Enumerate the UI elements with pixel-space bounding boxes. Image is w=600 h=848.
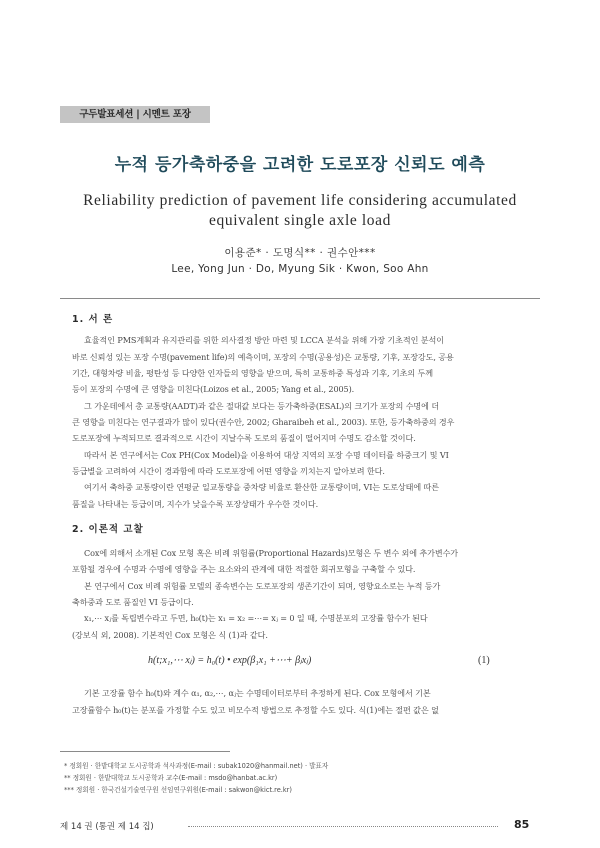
session-tag: 구두발표세션 | 시멘트 포장 <box>60 106 210 123</box>
section-2-heading: 2. 이론적 고찰 <box>72 524 144 535</box>
section-2-after-line: 기본 고장률 함수 h₀(t)와 계수 α₁, α₂,⋯, αⱼ는 수명데이터로부터 추정하게 된다. Cox 모형에서 기본 <box>84 688 431 698</box>
section-1-line: 기간, 대형차량 비율, 평탄성 등 다양한 인자들의 영향을 받으며, 특히 교통하중 특성과 기후, 기초의 두께 <box>72 368 433 378</box>
footnote: ** 정회원 · 한밭대학교 도시공학과 교수(E-mail : msdo@hanbat.ac.kr) <box>64 774 278 782</box>
equation-number: (1) <box>478 655 490 666</box>
section-1-line: 효율적인 PMS계획과 유지관리를 위한 의사결정 방안 마련 및 LCCA 분석을 위해 가장 기초적인 분석이 <box>84 335 444 345</box>
section-1-line: 그 가운데에서 총 교통량(AADT)과 같은 절대값 보다는 등가축하중(ESAL)의 크기가 포장의 수명에 더 <box>84 401 440 411</box>
section-1-heading: 1. 서 론 <box>72 314 114 325</box>
section-2-line: 본 연구에서 Cox 비례 위험률 모델의 종속변수는 도로포장의 생존기간이 되며, 영향요소로는 누적 등가 <box>84 581 441 591</box>
korean-title: 누적 등가축하중을 고려한 도로포장 신뢰도 예측 <box>114 155 486 175</box>
header-divider <box>60 298 540 299</box>
footnote: *** 정회원 · 한국건설기술연구원 선임연구위원(E-mail : sakwon@kict.re.kr) <box>64 786 292 794</box>
authors-korean: 이용준* · 도명식** · 권수안*** <box>224 247 376 259</box>
english-title-line-1: Reliability prediction of pavement life considering accumulated <box>83 192 517 209</box>
english-title-line-2: equivalent single axle load <box>209 212 391 229</box>
section-1-line: 품질을 나타내는 등급이며, 지수가 낮을수록 포장상태가 우수한 것이다. <box>72 499 319 509</box>
authors-english: Lee, Yong Jun · Do, Myung Sik · Kwon, Soo Ahn <box>171 263 429 275</box>
footer-dotted-leader <box>188 826 498 827</box>
section-2-line: (강보식 외, 2008). 기본적인 Cox 모형은 식 (1)과 같다. <box>72 630 268 640</box>
section-1-line: 여기서 축하중 교통량이란 연평균 일교통량을 중차량 비율로 환산한 교통량이며, VI는 도로상태에 따른 <box>84 482 439 492</box>
section-2-after-line: 고장률함수 h₀(t)는 분포를 가정할 수도 있고 비모수적 방법으로 추정할 수도 있다. 식(1)에는 절편 값은 없 <box>72 705 439 715</box>
section-1-line: 등급별을 고려하여 시간이 경과함에 따라 도로포장에 어떤 영향을 끼치는지 알아보려 한다. <box>72 466 385 476</box>
section-1-line: 따라서 본 연구에서는 Cox PH(Cox Model)을 이용하여 대상 지역의 포장 수명 데이터를 하중크기 및 VI <box>84 450 449 460</box>
section-1-line: 바로 신뢰성 있는 포장 수명(pavement life)의 예측이며, 포장의 수명(공용성)은 교통량, 기후, 포장강도, 공용 <box>72 352 454 362</box>
footnote-divider <box>60 751 230 752</box>
volume-info: 제 14 권 (통권 제 14 집) <box>60 822 154 832</box>
section-2-line: x₁,⋯ xⱼ를 독립변수라고 두면, h₀(t)는 x₁ = x₂ =⋯= xⱼ = 0 일 때, 수명분포의 고장률 함수가 된다 <box>84 613 428 623</box>
section-1-line: 도로포장에 누적되므로 결과적으로 시간이 지날수록 도로의 품질이 떨어지며 수명도 감소할 것이다. <box>72 433 416 443</box>
footnote: * 정회원 · 한밭대학교 도시공학과 석사과정(E-mail : subak1020@hanmail.net) · 발표자 <box>64 762 329 770</box>
section-1-line: 큰 영향을 미친다는 연구결과가 많이 있다(권수안, 2002; Gharaibeh et al., 2003). 또한, 등가축하중의 경우 <box>72 417 455 427</box>
section-2-line: Cox에 의해서 소개된 Cox 모형 혹은 비례 위험률(Proportional Hazards)모형은 두 변수 외에 추가변수가 <box>84 548 459 558</box>
section-2-line: 포함될 경우에 수명과 수명에 영향을 주는 요소와의 관계에 대한 적절한 회귀모형을 구축할 수 있다. <box>72 564 416 574</box>
section-1-line: 등이 포장의 수명에 큰 영향을 미친다(Loizos et al., 2005; Yang et al., 2005). <box>72 384 355 394</box>
cox-model-equation: h(t;x₁,⋯ xⱼ) = h₀(t) • exp(β₁x₁ +⋯+ βⱼxⱼ) <box>148 655 312 666</box>
section-2-line: 축하중과 도로 품질인 VI 등급이다. <box>72 597 194 607</box>
page-number: 85 <box>514 818 530 831</box>
